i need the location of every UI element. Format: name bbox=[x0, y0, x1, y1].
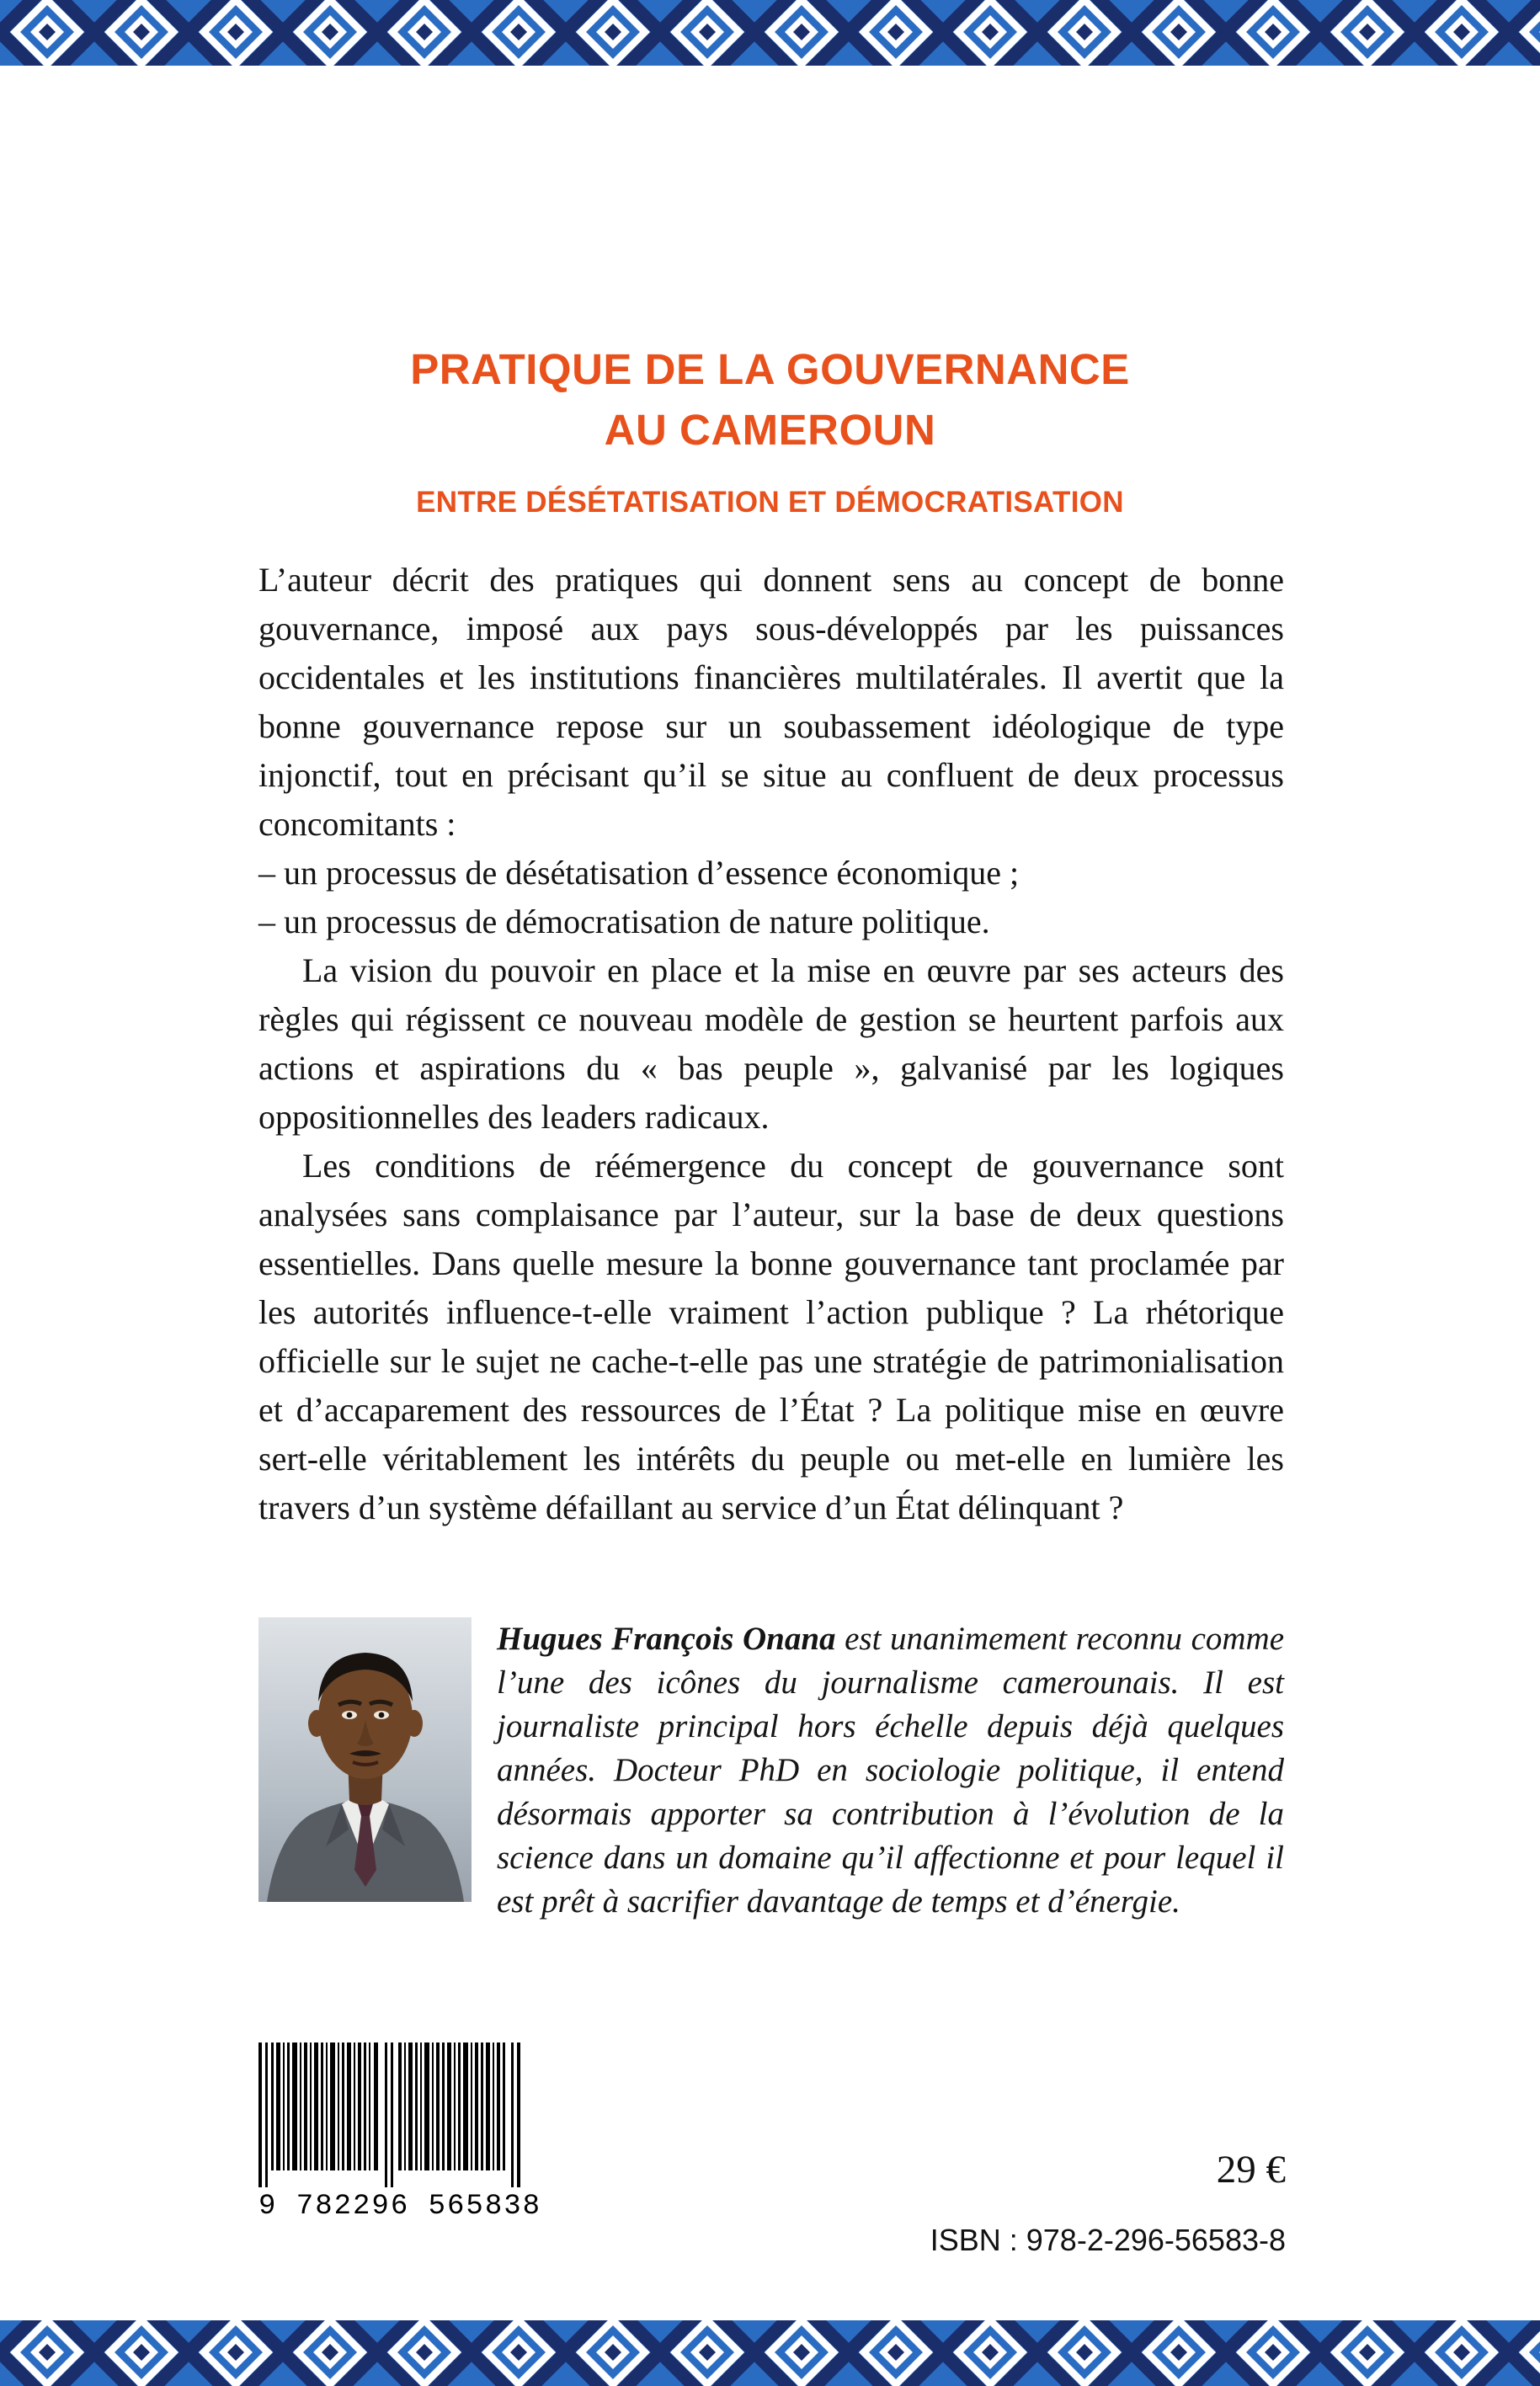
author-photo bbox=[258, 1617, 472, 1902]
synopsis bbox=[258, 556, 1284, 1532]
title-block bbox=[0, 339, 1540, 520]
author-bio-body: est unanimement reconnu comme l’une des icônes du journalisme camerounais. Il est journaliste principal hors échelle depuis déjà quelques années. Docteur PhD en sociologie politique, il entend désormais apporter sa contribution à l’évolution de la science dans un domaine qu’il affectionne et pour lequel il est prêt à sacrifier davantage de temps et d’énergie. bbox=[497, 1621, 1285, 1920]
barcode-digits: 9 782296 565838 bbox=[258, 2191, 542, 2223]
synopsis-list-item-1: – un processus de désétatisation d’essence économique ; bbox=[258, 854, 1020, 892]
book-title-line2: AU CAMEROUN bbox=[604, 406, 936, 454]
synopsis-paragraph-2: La vision du pouvoir en place et la mise en œuvre par ses acteurs des règles qui régissent ce nouveau modèle de gestion se heurtent parfois aux actions et aspirations du « bas peuple », galvanisé par les logiques oppositionnelles des leaders radicaux. bbox=[258, 951, 1284, 1136]
book-subtitle: ENTRE DÉSÉTATISATION ET DÉMOCRATISATION bbox=[416, 486, 1124, 519]
barcode bbox=[258, 2042, 542, 2223]
synopsis-paragraph-3: Les conditions de réémergence du concept de gouvernance sont analysées sans complaisance par l’auteur, sur la base de deux questions essentielles. Dans quelle mesure la bonne gouvernance tant proclamée par les autorités influence-t-elle vraiment l’action publique ? La rhétorique officielle sur le sujet ne cache-t-elle pas une stratégie de patrimonialisation et d’accaparement des ressources de l’État ? La politique mise en œuvre sert-elle véritablement les intérêts du peuple ou met-elle en lumière les travers d’un système défaillant au service d’un État délinquant ? bbox=[258, 1147, 1284, 1526]
decorative-pattern-band-top bbox=[0, 0, 1540, 66]
synopsis-list-item-2: – un processus de démocratisation de nature politique. bbox=[258, 903, 990, 940]
barcode-bars bbox=[258, 2042, 522, 2187]
book-title bbox=[0, 339, 1540, 461]
price: 29 € bbox=[1216, 2148, 1286, 2192]
isbn: ISBN : 978-2-296-56583-8 bbox=[930, 2223, 1286, 2257]
book-title-line1: PRATIQUE DE LA GOUVERNANCE bbox=[410, 345, 1130, 393]
synopsis-paragraph-1: L’auteur décrit des pratiques qui donnent sens au concept de bonne gouvernance, imposé aux pays sous-développés par les puissances occidentales et les institutions financières multilatérales. Il avertit que la bonne gouvernance repose sur un soubassement idéologique de type injonctif, tout en précisant qu’il se situe au confluent de deux processus concomitants : bbox=[258, 561, 1284, 843]
author-name: Hugues François Onana bbox=[497, 1621, 836, 1657]
author-bio bbox=[258, 1617, 1284, 1924]
decorative-pattern-band-bottom bbox=[0, 2320, 1540, 2386]
